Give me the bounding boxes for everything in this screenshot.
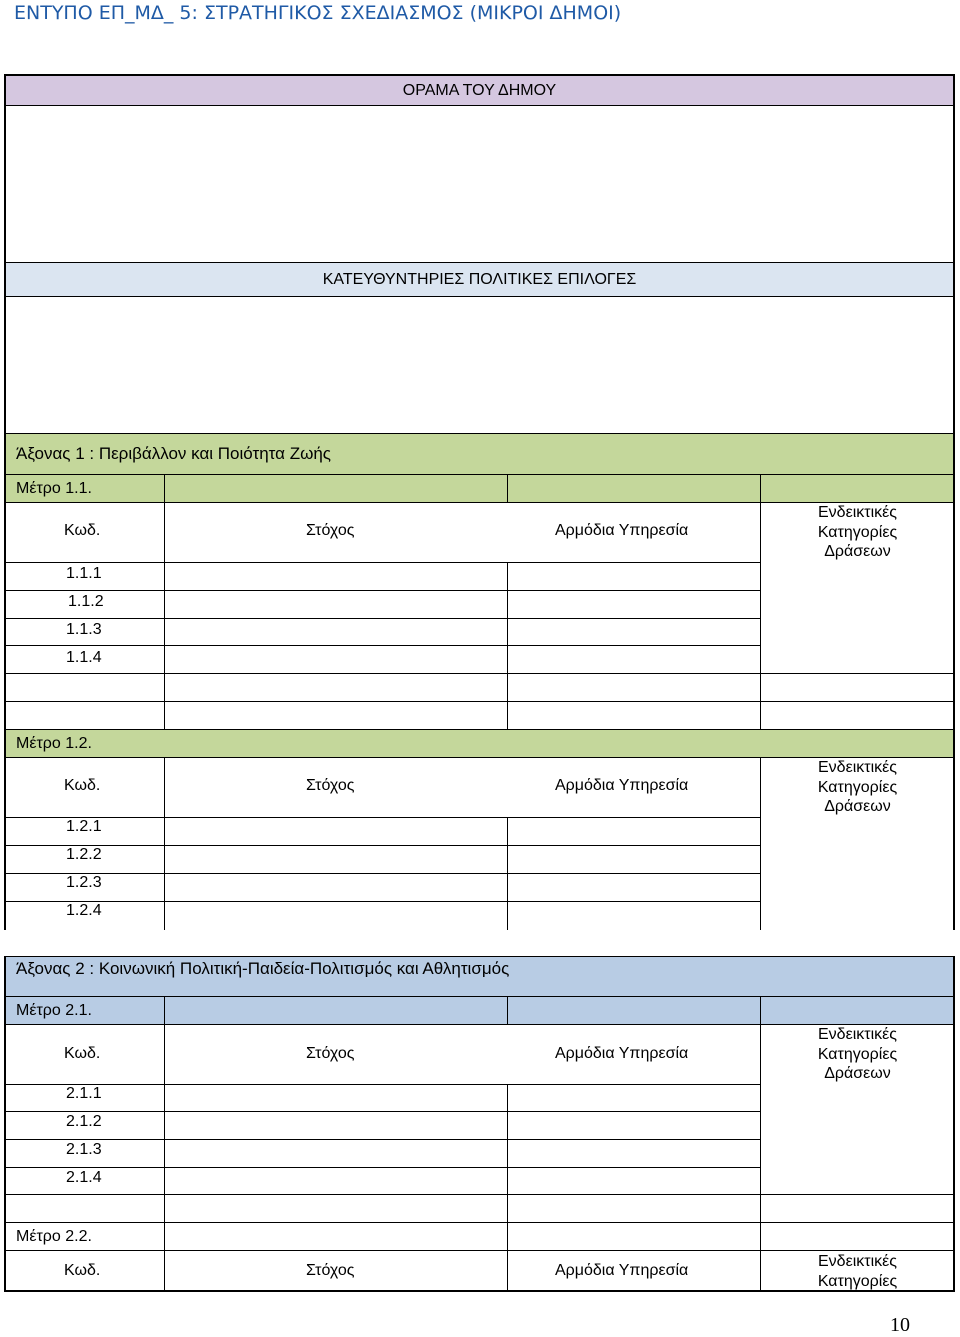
row-divider: [4, 562, 760, 563]
row-divider: [4, 590, 760, 591]
goal-code: 1.1.4: [66, 649, 102, 666]
goal-code: 2.1.4: [66, 1169, 102, 1186]
page-number: 10: [890, 1314, 910, 1336]
policy-header: ΚΑΤΕΥΘΥΝΤΗΡΙΕΣ ΠΟΛΙΤΙΚΕΣ ΕΠΙΛΟΓΕΣ: [4, 262, 955, 296]
goal-code: 2.1.1: [66, 1085, 102, 1102]
row-divider: [4, 618, 760, 619]
policy-text-area[interactable]: [4, 296, 955, 433]
goal-code: 2.1.2: [66, 1113, 102, 1130]
empty-row: [4, 1194, 955, 1222]
row-divider: [4, 1111, 760, 1112]
column-header-code: Κωδ.: [64, 1262, 101, 1279]
goal-code: 1.1.3: [66, 621, 102, 638]
row-divider: [4, 645, 760, 646]
column-header-actions-line: Ενδεικτικές: [818, 759, 897, 776]
column-header-goal: Στόχος: [306, 1045, 355, 1062]
column-header-actions-line: Δράσεων: [824, 1065, 891, 1082]
row-divider: [4, 1167, 760, 1168]
page-title: ΕΝΤΥΠΟ ΕΠ_ΜΔ_ 5: ΣΤΡΑΤΗΓΙΚΟΣ ΣΧΕΔΙΑΣΜΟΣ (ΜΙΚΡΟΙ ΔΗΜΟΙ): [14, 2, 622, 24]
measure-2-2-label: Μέτρο 2.2.: [4, 1222, 164, 1250]
row-divider: [4, 1084, 760, 1085]
measure-1-2-label: Μέτρο 1.2.: [4, 729, 955, 757]
measure-2-1-label: Μέτρο 2.1.: [4, 996, 164, 1024]
column-divider: [164, 1024, 165, 1194]
column-header-actions-line: Δράσεων: [824, 543, 891, 560]
row-divider: [4, 1139, 760, 1140]
measure-1-1-cell: [507, 474, 760, 502]
column-header-actions-line: Ενδεικτικές: [818, 504, 897, 521]
vision-text-area[interactable]: [4, 105, 955, 262]
vision-header: ΟΡΑΜΑ ΤΟΥ ΔΗΜΟΥ: [4, 74, 955, 105]
empty-row: [4, 673, 955, 701]
measure-1-1-label: Μέτρο 1.1.: [4, 474, 164, 502]
column-header-actions: [760, 503, 955, 562]
goal-code: 1.1.2: [68, 593, 104, 610]
column-header-code: Κωδ.: [64, 1045, 101, 1062]
row-divider: [4, 817, 760, 818]
column-header-service: Αρμόδια Υπηρεσία: [555, 522, 689, 539]
column-divider: [760, 1194, 761, 1222]
column-header-goal: Στόχος: [306, 1262, 355, 1279]
measure-1-1-cell: [760, 474, 955, 502]
goal-code: 2.1.3: [66, 1141, 102, 1158]
column-header-actions-line: Δράσεων: [824, 798, 891, 815]
goal-code: 1.1.1: [66, 565, 102, 582]
measure-2-1-cell: [760, 996, 955, 1024]
measure-2-1-cell: [507, 996, 760, 1024]
row-divider: [4, 873, 760, 874]
column-header-actions-line: Κατηγορίες: [817, 523, 898, 541]
column-divider: [164, 757, 165, 930]
column-header-actions-line: Κατηγορίες: [817, 778, 898, 796]
goal-code: 1.2.3: [66, 874, 102, 891]
measure-2-1-cell: [164, 996, 507, 1024]
column-divider: [164, 502, 165, 673]
measure-2-2-cell: [164, 1222, 507, 1250]
column-header-goal: Στόχος: [306, 522, 355, 539]
column-divider: [507, 1194, 508, 1222]
column-header-actions: [760, 758, 955, 817]
column-header-code: Κωδ.: [64, 522, 101, 539]
column-divider: [164, 1194, 165, 1222]
row-divider: [4, 845, 760, 846]
column-divider: [507, 1250, 508, 1292]
measure-2-2-cell: [507, 1222, 760, 1250]
column-header-service: Αρμόδια Υπηρεσία: [555, 777, 689, 794]
column-header-actions-line: Κατηγορίες: [817, 1272, 898, 1290]
column-header-service: Αρμόδια Υπηρεσία: [555, 1262, 689, 1279]
column-header-actions: [760, 1025, 955, 1084]
column-header-actions: [760, 1252, 955, 1291]
column-header-actions-line: Κατηγορίες: [817, 1045, 898, 1063]
measure-2-2-cell: [760, 1222, 955, 1250]
column-header-code: Κωδ.: [64, 777, 101, 794]
measure-1-1-cell: [164, 474, 507, 502]
axis-1-label: Άξονας 1 : Περιβάλλον και Ποιότητα Ζωής: [4, 433, 955, 474]
empty-row: [4, 701, 955, 729]
axis-2-label: Άξονας 2 : Κοινωνική Πολιτική-Παιδεία-Πολιτισμός και Αθλητισμός: [4, 956, 955, 996]
goal-code: 1.2.2: [66, 846, 102, 863]
column-divider: [164, 1250, 165, 1292]
column-header-goal: Στόχος: [306, 777, 355, 794]
goal-code: 1.2.4: [66, 902, 102, 919]
column-header-service: Αρμόδια Υπηρεσία: [555, 1045, 689, 1062]
row-divider: [4, 901, 760, 902]
goal-code: 1.2.1: [66, 818, 102, 835]
column-header-actions-line: Ενδεικτικές: [818, 1253, 897, 1270]
column-header-actions-line: Ενδεικτικές: [818, 1026, 897, 1043]
